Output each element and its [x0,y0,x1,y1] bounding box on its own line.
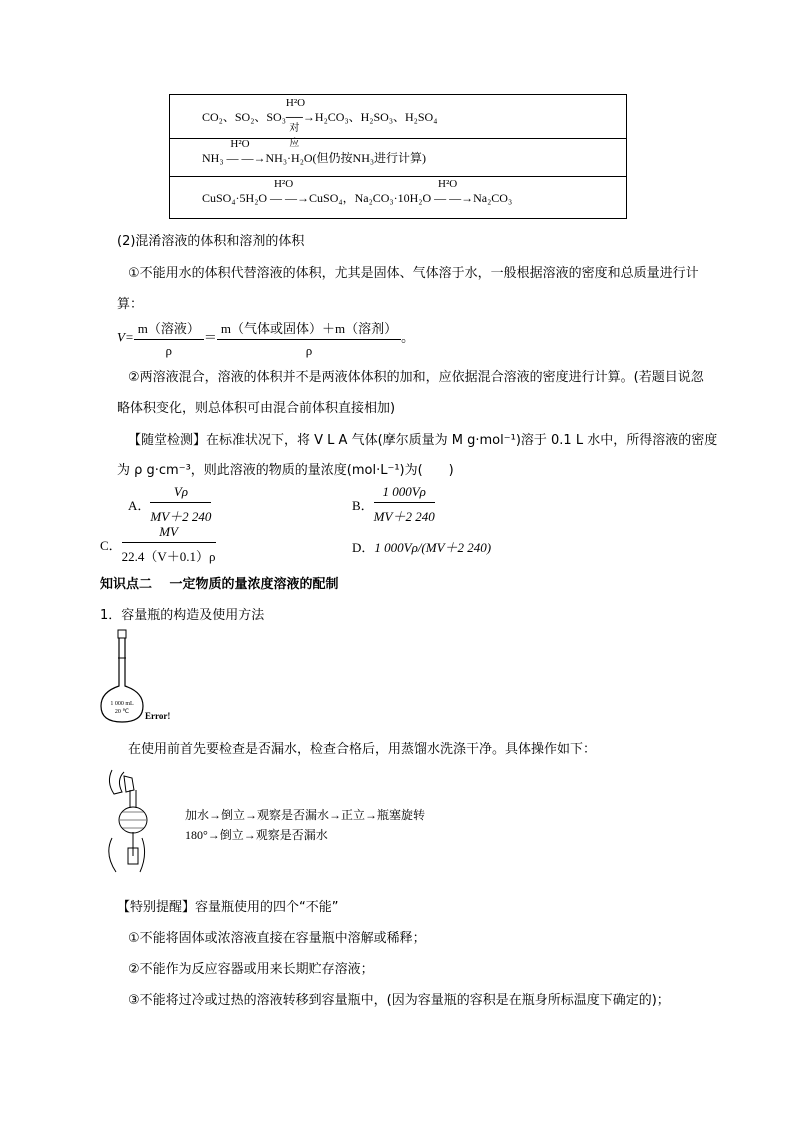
question-stem: 为 ρ g·cm⁻³，则此溶液的物质的量浓度(mol·L⁻¹)为( ) [117,463,454,478]
flask-temperature-label: 20 ℃ [114,709,130,715]
list-item: 1．容量瓶的构造及使用方法 [100,608,265,623]
volume-formula: V= $\frac{\text{m（溶液）}}{\rho}$ ＝ $\frac{\text{m（气体或固体）＋m（溶剂）}}{\rho}$ 。 [117,318,414,359]
option-d[interactable]: D．1 000Vρ/(MV＋2 240) [352,540,492,555]
table-row: NH₃ H²O — —→NH₃·H₂O(但仍按NH₃进行计算) [170,139,627,177]
reaction-arrow: H²O — — [226,138,254,165]
question-stem: 【随堂检测】在标准状况下，将 V L A 气体(摩尔质量为 M g·mol⁻¹)溶于 0.1 L 水中，所得溶液的密度 [128,433,718,448]
fraction: $\frac{\text{m（溶液）}}{\rho}$ [134,318,204,359]
tip-heading: 【特别提醒】容量瓶使用的四个“不能” [117,900,339,915]
knowledge-heading: 知识点二 一定物质的量浓度溶液的配制 [100,577,339,592]
table-row: CO₂、SO₂、SO₃ H²O ── 对应 →H₂CO₃、H₂SO₃、H₂SO₄ [170,95,627,139]
paragraph: ②两溶液混合，溶液的体积并不是两液体体积的加和，应依据混合溶液的密度进行计算。(若题目说忽 [128,370,704,385]
paragraph: 算： [117,297,144,312]
paragraph: 在使用前首先要检查是否漏水，检查合格后，用蒸馏水洗涤干净。具体操作如下： [128,742,597,757]
fraction: $\frac{\text{m（气体或固体）＋m（溶剂）}}{\rho}$ [217,318,401,359]
flask-volume-label: 1 000 mL [110,701,134,707]
table-row: CuSO₄·5H₂O H²O — —→CuSO₄，Na₂CO₃·10H₂O H²O — —→Na₂CO₃ [170,177,627,219]
list-item: ①不能将固体或浓溶液直接在容量瓶中溶解或稀释； [128,931,426,946]
conversion-table [169,94,627,219]
option-a[interactable]: A． $\frac{V\rho}{MV+2 240}$ [128,484,212,524]
section-heading: (2)混淆溶液的体积和溶剂的体积 [117,234,305,249]
paragraph: ①不能用水的体积代替溶液的体积，尤其是固体、气体溶于水，一般根据溶液的密度和总质量进行计 [128,266,699,281]
reaction-arrow: H²O — — [270,178,298,205]
procedure-line: 加水→倒立→观察是否漏水→正立→瓶塞旋转 [185,808,426,822]
option-c[interactable]: C． $\frac{MV}{22.4(V+0.1)\rho}$ [100,524,216,564]
volumetric-flask-icon [96,628,186,724]
list-item: ③不能将过冷或过热的溶液转移到容量瓶中，(因为容量瓶的容积是在瓶身所标温度下确定的)； [128,993,670,1008]
error-text: Error! [145,711,171,721]
procedure-line: 180°→倒立→观察是否漏水 [185,828,328,842]
reaction-arrow: H²O ── 对应 [285,97,306,149]
option-b[interactable]: B． $\frac{1 000V\rho}{MV+2 240}$ [352,484,435,524]
paragraph: 略体积变化，则总体积可由混合前体积直接相加) [117,401,396,416]
leak-check-hands-icon [102,768,172,878]
reaction-arrow: H²O — — [434,178,462,205]
list-item: ②不能作为反应容器或用来长期贮存溶液； [128,962,374,977]
